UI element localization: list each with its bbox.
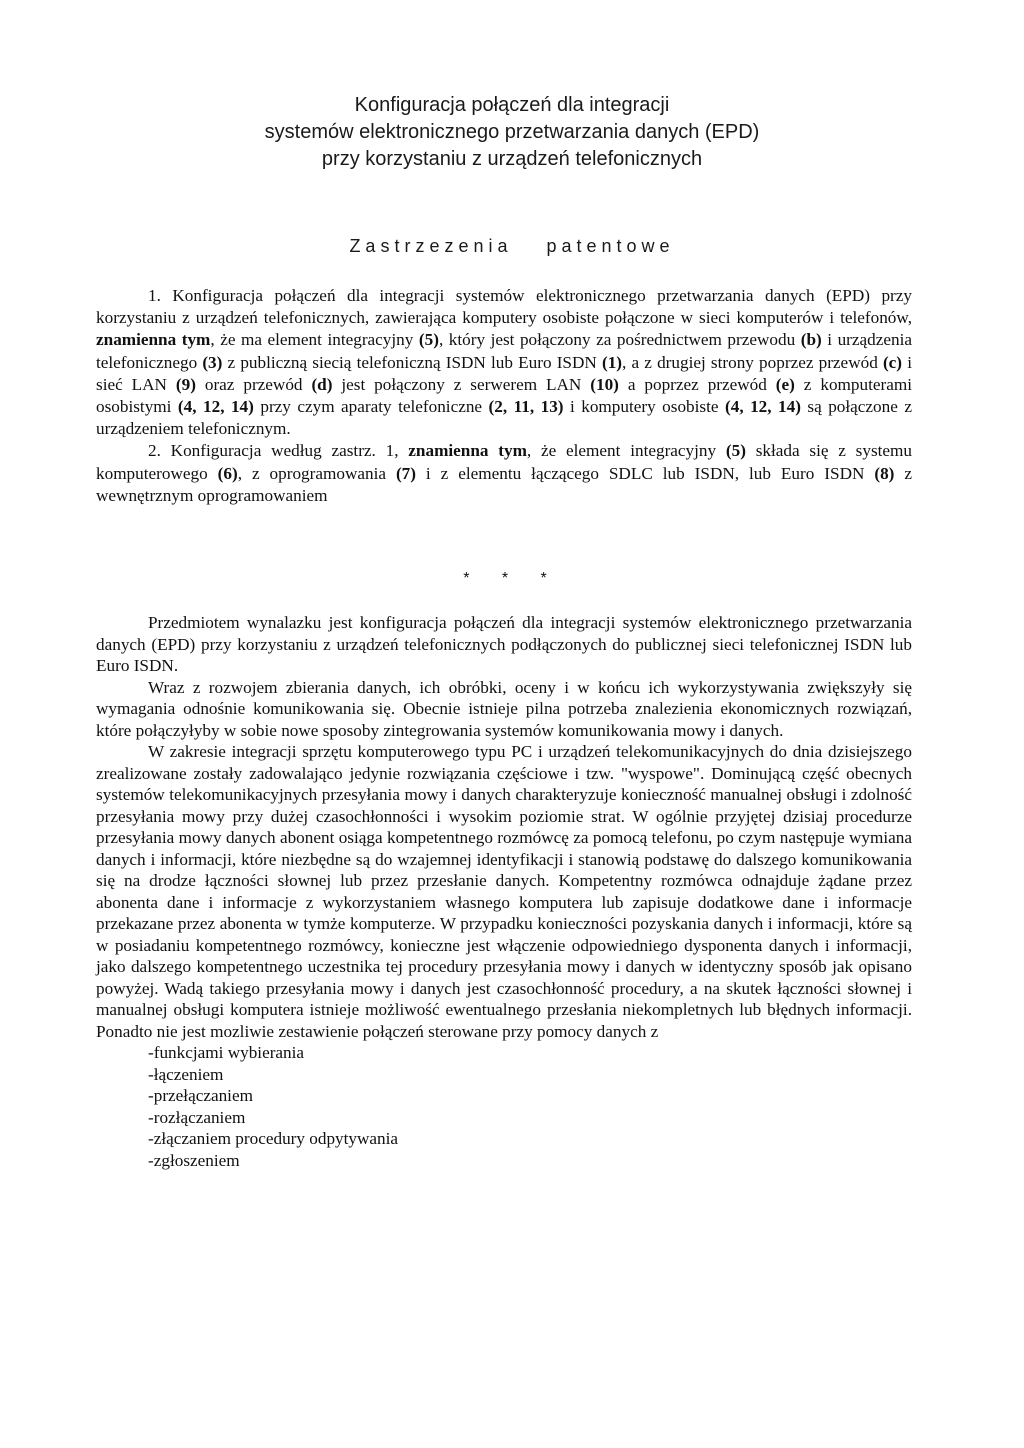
claims-heading-word-2: patentowe [546, 236, 675, 256]
description-paragraph-1: Przedmiotem wynalazku jest konfiguracja połączeń dla integracji systemów elektronicznego przetwarzania danych (EPD) przy korzystaniu z urządzeń telefonicznych podłączonych do publicznej sieci telefonicznej ISDN lub Euro ISDN. [96, 613, 912, 675]
title-line-3: przy korzystaniu z urządzeń telefonicznych [321, 148, 703, 170]
section-separator: * * * [463, 570, 561, 587]
function-list-item: -zgłoszeniem [148, 1150, 240, 1170]
description-section [96, 612, 912, 1171]
claims-heading-word-1: Zastrzezenia [349, 236, 513, 256]
document-title [0, 92, 1024, 173]
function-list [96, 1042, 912, 1171]
description-paragraph-3: W zakresie integracji sprzętu komputerowego typu PC i urządzeń telekomunikacyjnych do dnia dzisiejszego zrealizowane zostały zadowalająco jedynie rozwiązania częściowe i tzw. "wyspowe". Dominującą część obecnych systemów telekomunikacyjnych przesyłania mowy i danych charakteryzuje konieczność manualnej obsługi i zdolność przesyłania mowy przy dużej czasochłonności i wysokim poziomie strat. W ogólnie przyjętej dzisiaj procedurze przesyłania mowy danych abonent osiąga kompetentnego rozmówcę za pomocą telefonu, po czym następuje wymiana danych i informacji, które niezbędne są do wzajemnej identyfikacji i stanowią podstawę do dalszego komunikowania się na drodze łączności słownej lub przez przesłanie danych. Kompetentny rozmówca odnajduje żądane przez abonenta dane i informacje z wykorzystaniem własnego komputera lub zapisuje dodatkowe dane i informacje przekazane przez abonenta w tymże komputerze. W przypadku konieczności pozyskania danych i informacji, które są w posiadaniu kompetentnego rozmówcy, konieczne jest włączenie odpowiedniego dysponenta danych i informacji, jako dalszego kompetentnego uczestnika tej procedury przesyłania mowy i danych w identyczny sposób jak opisano powyżej. Wadą takiego przesyłania mowy i danych jest czasochłonność procedury, a na skutek łączności słownej i manualnej obsługi komputera istnieje możliwość ewentualnego przesłania niekompletnych lub błędnych informacji. Ponadto nie jest mozliwie zestawienie połączeń sterowane przy pomocy danych z [96, 742, 912, 1041]
description-paragraph-2: Wraz z rozwojem zbierania danych, ich obróbki, oceny i w końcu ich wykorzystywania zwiększyły się wymagania odnośnie komunikowania się. Obecnie istnieje pilna potrzeba znalezienia ekonomicznych rozwiązań, które połączyłyby w sobie nowe sposoby zintegrowania systemów komunikowania mowy i danych. [96, 677, 912, 740]
function-list-item: -przełączaniem [148, 1086, 253, 1105]
claim-1: 1. Konfiguracja połączeń dla integracji systemów elektronicznego przetwarzania danych (EPD) przy korzystaniu z urządzeń telefonicznych, zawierająca komputery osobiste połączone w sieci komputerów i telefonów, znamienna tym, że ma element integracyjny (5), który jest połączony za pośrednictwem przewodu (b) i urządzenia telefonicznego (3) z publiczną siecią telefoniczną ISDN lub Euro ISDN (1), a z drugiej strony poprzez przewód (c) i sieć LAN (9) oraz przewód (d) jest połączony z serwerem LAN (10) a poprzez przewód (e) z komputerami osobistymi (4, 12, 14) przy czym aparaty telefoniczne (2, 11, 13) i komputery osobiste (4, 12, 14) są połączone z urządzeniem telefonicznym. [96, 286, 913, 439]
function-list-item: -rozłączaniem [148, 1107, 246, 1127]
function-list-item: -funkcjami wybierania [148, 1043, 305, 1062]
title-line-1: Konfiguracja połączeń dla integracji [354, 94, 670, 116]
claims-section [96, 285, 912, 507]
claims-heading [0, 236, 1024, 257]
title-line-2: systemów elektronicznego przetwarzania danych (EPD) [264, 121, 760, 143]
function-list-item: -łączeniem [148, 1064, 224, 1084]
function-list-item: -złączaniem procedury odpytywania [148, 1129, 399, 1148]
claim-2: 2. Konfiguracja według zastrz. 1, znamienna tym, że element integracyjny (5) składa się z systemu komputerowego (6), z oprogramowania (7) i z elementu łączącego SDLC lub ISDN, lub Euro ISDN (8) z wewnętrznym oprogramowaniem [96, 441, 913, 505]
